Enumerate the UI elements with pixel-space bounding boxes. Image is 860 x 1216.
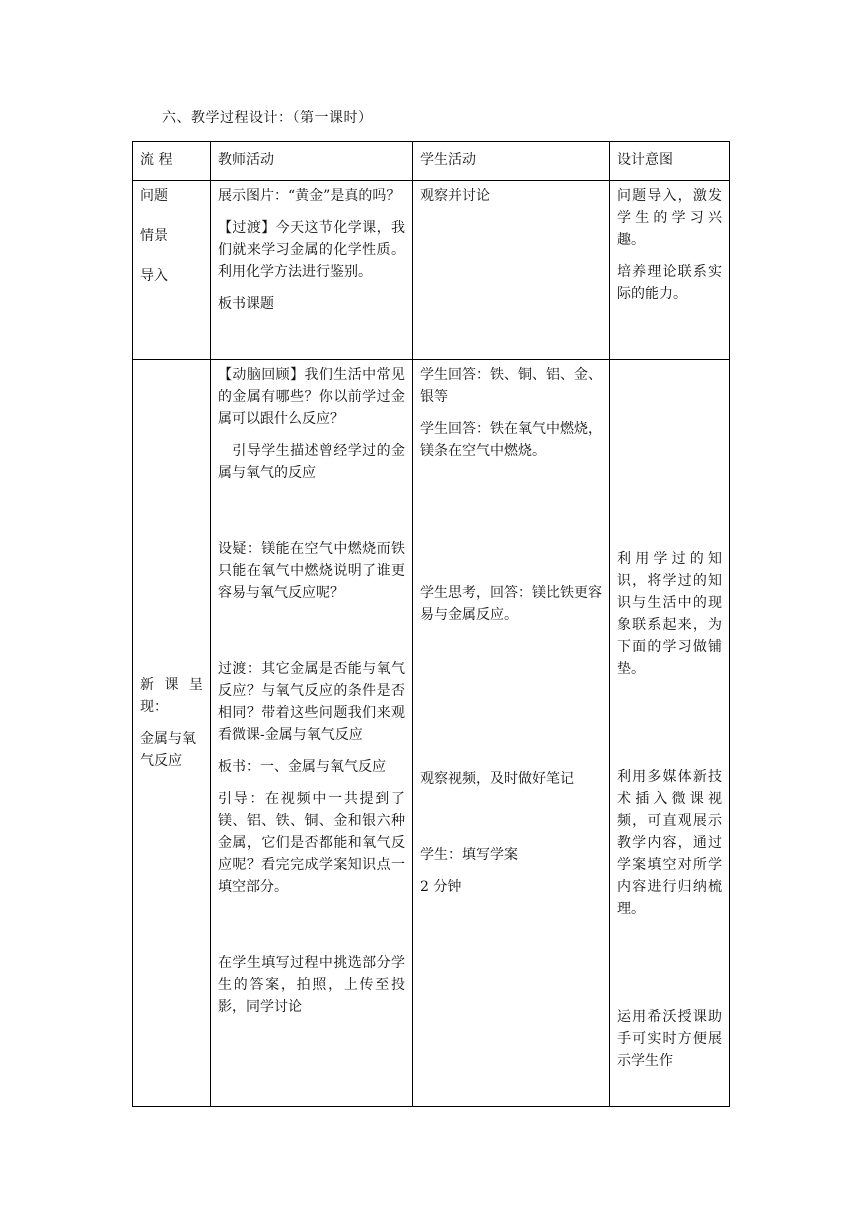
teacher-text: 过渡：其它金属是否能与氧气反应？与氧气反应的条件是否相同？带着这些问题我们来观看微课-金属与氧气反应 <box>218 661 405 743</box>
header-student-activity: 学生活动 <box>413 142 610 181</box>
teacher-text: 【动脑回顾】我们生活中常见的金属有哪些？你以前学过金属可以跟什么反应？ <box>218 367 405 427</box>
teacher-cell-intro <box>211 181 413 360</box>
table-row-new-lesson <box>133 360 730 1107</box>
lesson-process-table <box>132 141 730 1107</box>
intent-text: 运用希沃授课助手可实时方便展示学生作 <box>617 1009 722 1069</box>
student-text: 学生：填写学案 <box>420 847 518 863</box>
teacher-text: 板书：一、金属与氧气反应 <box>218 759 386 775</box>
intent-cell-intro <box>610 181 730 360</box>
intent-text: 问题导入，激发学生的学习兴趣。 <box>617 188 722 248</box>
student-text: 学生思考，回答：镁比铁更容易与金属反应。 <box>420 585 602 623</box>
teacher-text: 引导：在视频中一共提到了镁、铝、铁、铜、金和银六种金属，它们是否都能和氧气反应呢？看完完成学案知识点一填空部分。 <box>218 791 405 895</box>
student-text: 观察视频，及时做好笔记 <box>420 771 574 787</box>
student-cell-new-lesson <box>413 360 610 1107</box>
student-cell-intro <box>413 181 610 360</box>
teacher-cell-new-lesson <box>211 360 413 1107</box>
teacher-text: 板书课题 <box>218 296 274 312</box>
teacher-text: 【过渡】今天这节化学课，我们就来学习金属的化学性质。利用化学方法进行鉴别。 <box>218 220 405 280</box>
table-row-intro <box>133 181 730 360</box>
header-design-intent: 设计意图 <box>610 142 730 181</box>
flow-cell-new-lesson <box>133 360 211 1107</box>
flow-line: 情景 <box>140 228 168 244</box>
intent-text: 利用学过的知识，将学过的知识与生活中的现象联系起来，为下面的学习做铺垫。 <box>617 551 722 677</box>
teacher-text: 设疑：镁能在空气中燃烧而铁只能在氧气中燃烧说明了谁更容易与氧气反应呢？ <box>218 541 405 601</box>
student-text: 观察并讨论 <box>420 188 490 204</box>
flow-line: 问题 <box>140 188 168 204</box>
intent-cell-new-lesson <box>610 360 730 1107</box>
teacher-text: 引导学生描述曾经学过的金属与氧气的反应 <box>218 443 405 481</box>
header-flow: 流 程 <box>133 142 211 181</box>
section-heading: 六、教学过程设计：（第一课时） <box>162 110 373 126</box>
flow-cell-intro <box>133 181 211 360</box>
flow-line: 导入 <box>140 268 168 284</box>
intent-text: 利用多媒体新技术插入微课视频，可直观展示教学内容，通过学案填空对所学内容进行归纳梳理。 <box>617 769 722 917</box>
table-header-row <box>133 142 730 181</box>
teacher-text: 在学生填写过程中挑选部分学生的答案，拍照，上传至投影，同学讨论 <box>218 955 405 1015</box>
student-text: 学生回答：铁在氧气中燃烧，镁条在空气中燃烧。 <box>420 421 602 459</box>
teacher-text: 展示图片：“黄金”是真的吗？ <box>218 188 401 204</box>
intent-text: 培养理论联系实际的能力。 <box>617 264 722 302</box>
flow-line: 金属与氧气反应 <box>140 731 196 769</box>
header-teacher-activity: 教师活动 <box>211 142 413 181</box>
student-text: 学生回答：铁、铜、铝、金、银等 <box>420 367 602 405</box>
student-text: 2 分钟 <box>420 879 462 895</box>
flow-line: 新 课 呈现： <box>140 677 203 715</box>
